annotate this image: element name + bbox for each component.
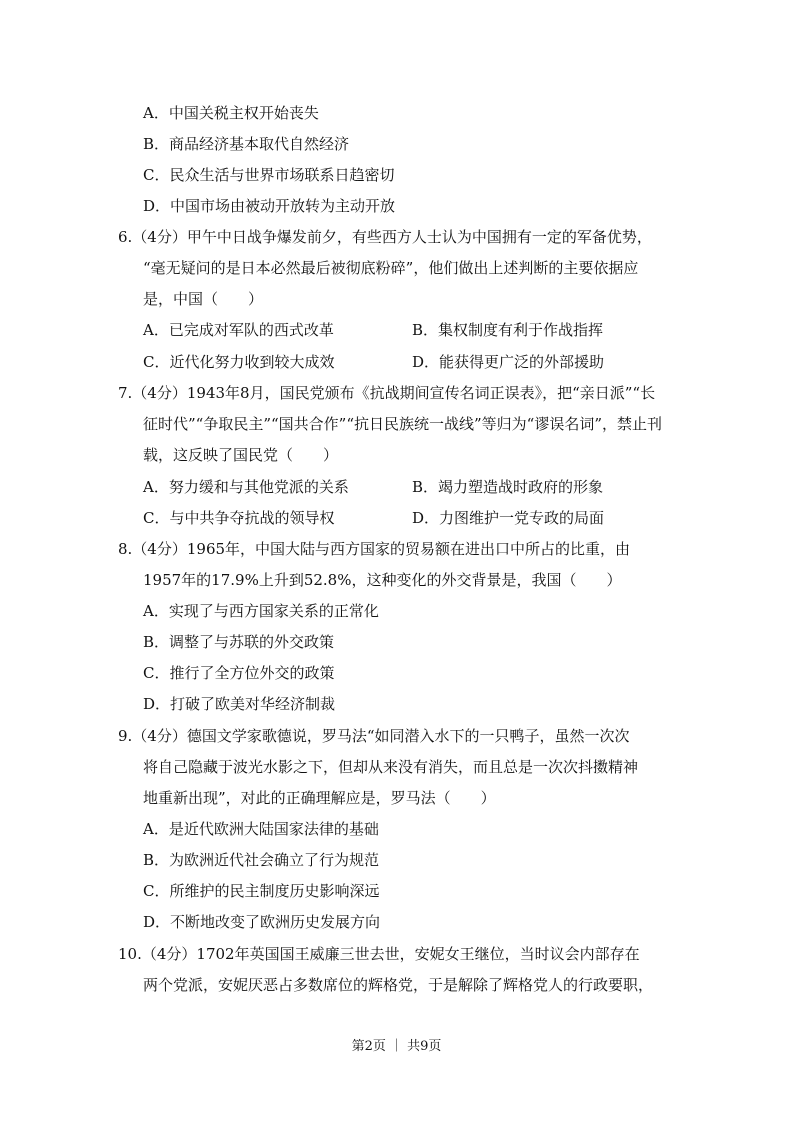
q7-stem-line-3: 载，这反映了国民党（ ） [143,446,339,464]
q6-stem-line-1: 6.（4分）甲午中日战争爆发前夕，有些西方人士认为中国拥有一定的军备优势， [118,228,652,246]
q8-option-a: A．实现了与西方国家关系的正常化 [143,602,379,620]
q6-option-b: B．集权制度有利于作战指挥 [412,321,604,339]
q8-stem-line-2: 1957年的17.9%上升到52.8%，这种变化的外交背景是，我国（ ） [143,571,622,589]
q8-option-b: B．调整了与苏联的外交政策 [143,633,335,651]
q8-stem-line-1: 8.（4分）1965年，中国大陆与西方国家的贸易额在进出口中所占的比重，由 [118,540,631,558]
q6-option-a: A．已完成对军队的西式改革 [143,321,334,339]
q5-option-a: A．中国关税主权开始丧失 [143,104,319,122]
q6-option-d: D．能获得更广泛的外部援助 [412,353,605,371]
page-indicator: 第2页 ｜ 共9页 [351,1039,442,1054]
q9-option-c: C．所维护的民主制度历史影响深远 [143,882,380,900]
q9-stem-line-3: 地重新出现”，对此的正确理解应是，罗马法（ ） [143,789,496,807]
q7-option-c: C．与中共争夺抗战的领导权 [143,509,335,527]
q7-stem-line-1: 7.（4分）1943年8月，国民党颁布《抗战期间宣传名词正误表》，把“亲日派”“长 [118,384,656,402]
q5-option-c: C．民众生活与世界市场联系日趋密切 [143,166,395,184]
q7-option-a: A．努力缓和与其他党派的关系 [143,478,349,496]
q9-stem-line-1: 9.（4分）德国文学家歌德说，罗马法“如同潜入水下的一只鸭子，虽然一次次 [118,727,630,745]
q9-option-a: A．是近代欧洲大陆国家法律的基础 [143,820,379,838]
q7-stem-line-2: 征时代”“争取民主”“国共合作”“抗日民族统一战线”等归为“谬误名词”，禁止刊 [143,415,663,433]
q6-stem-line-2: “毫无疑问的是日本必然最后被彻底粉碎”，他们做出上述判断的主要依据应 [143,259,639,277]
q7-option-d: D．力图维护一党专政的局面 [412,509,605,527]
q7-option-b: B．竭力塑造战时政府的形象 [412,478,604,496]
q9-option-b: B．为欧洲近代社会确立了行为规范 [143,851,380,869]
q8-option-d: D．打破了欧美对华经济制裁 [143,695,336,713]
q6-option-c: C．近代化努力收到较大成效 [143,353,335,371]
q5-option-d: D．中国市场由被动开放转为主动开放 [143,197,396,215]
q5-option-b: B．商品经济基本取代自然经济 [143,135,350,153]
q10-stem-line-2: 两个党派，安妮厌恶占多数席位的辉格党，于是解除了辉格党人的行政要职， [143,976,654,994]
q9-stem-line-2: 将自己隐藏于波光水影之下，但却从来没有消失，而且总是一次次抖擞精神 [143,758,639,776]
q9-option-d: D．不断地改变了欧洲历史发展方向 [143,913,381,931]
q6-stem-line-3: 是，中国（ ） [143,290,264,308]
q8-option-c: C．推行了全方位外交的政策 [143,664,335,682]
q10-stem-line-1: 10.（4分）1702年英国国王威廉三世去世，安妮女王继位，当时议会内部存在 [118,945,640,963]
